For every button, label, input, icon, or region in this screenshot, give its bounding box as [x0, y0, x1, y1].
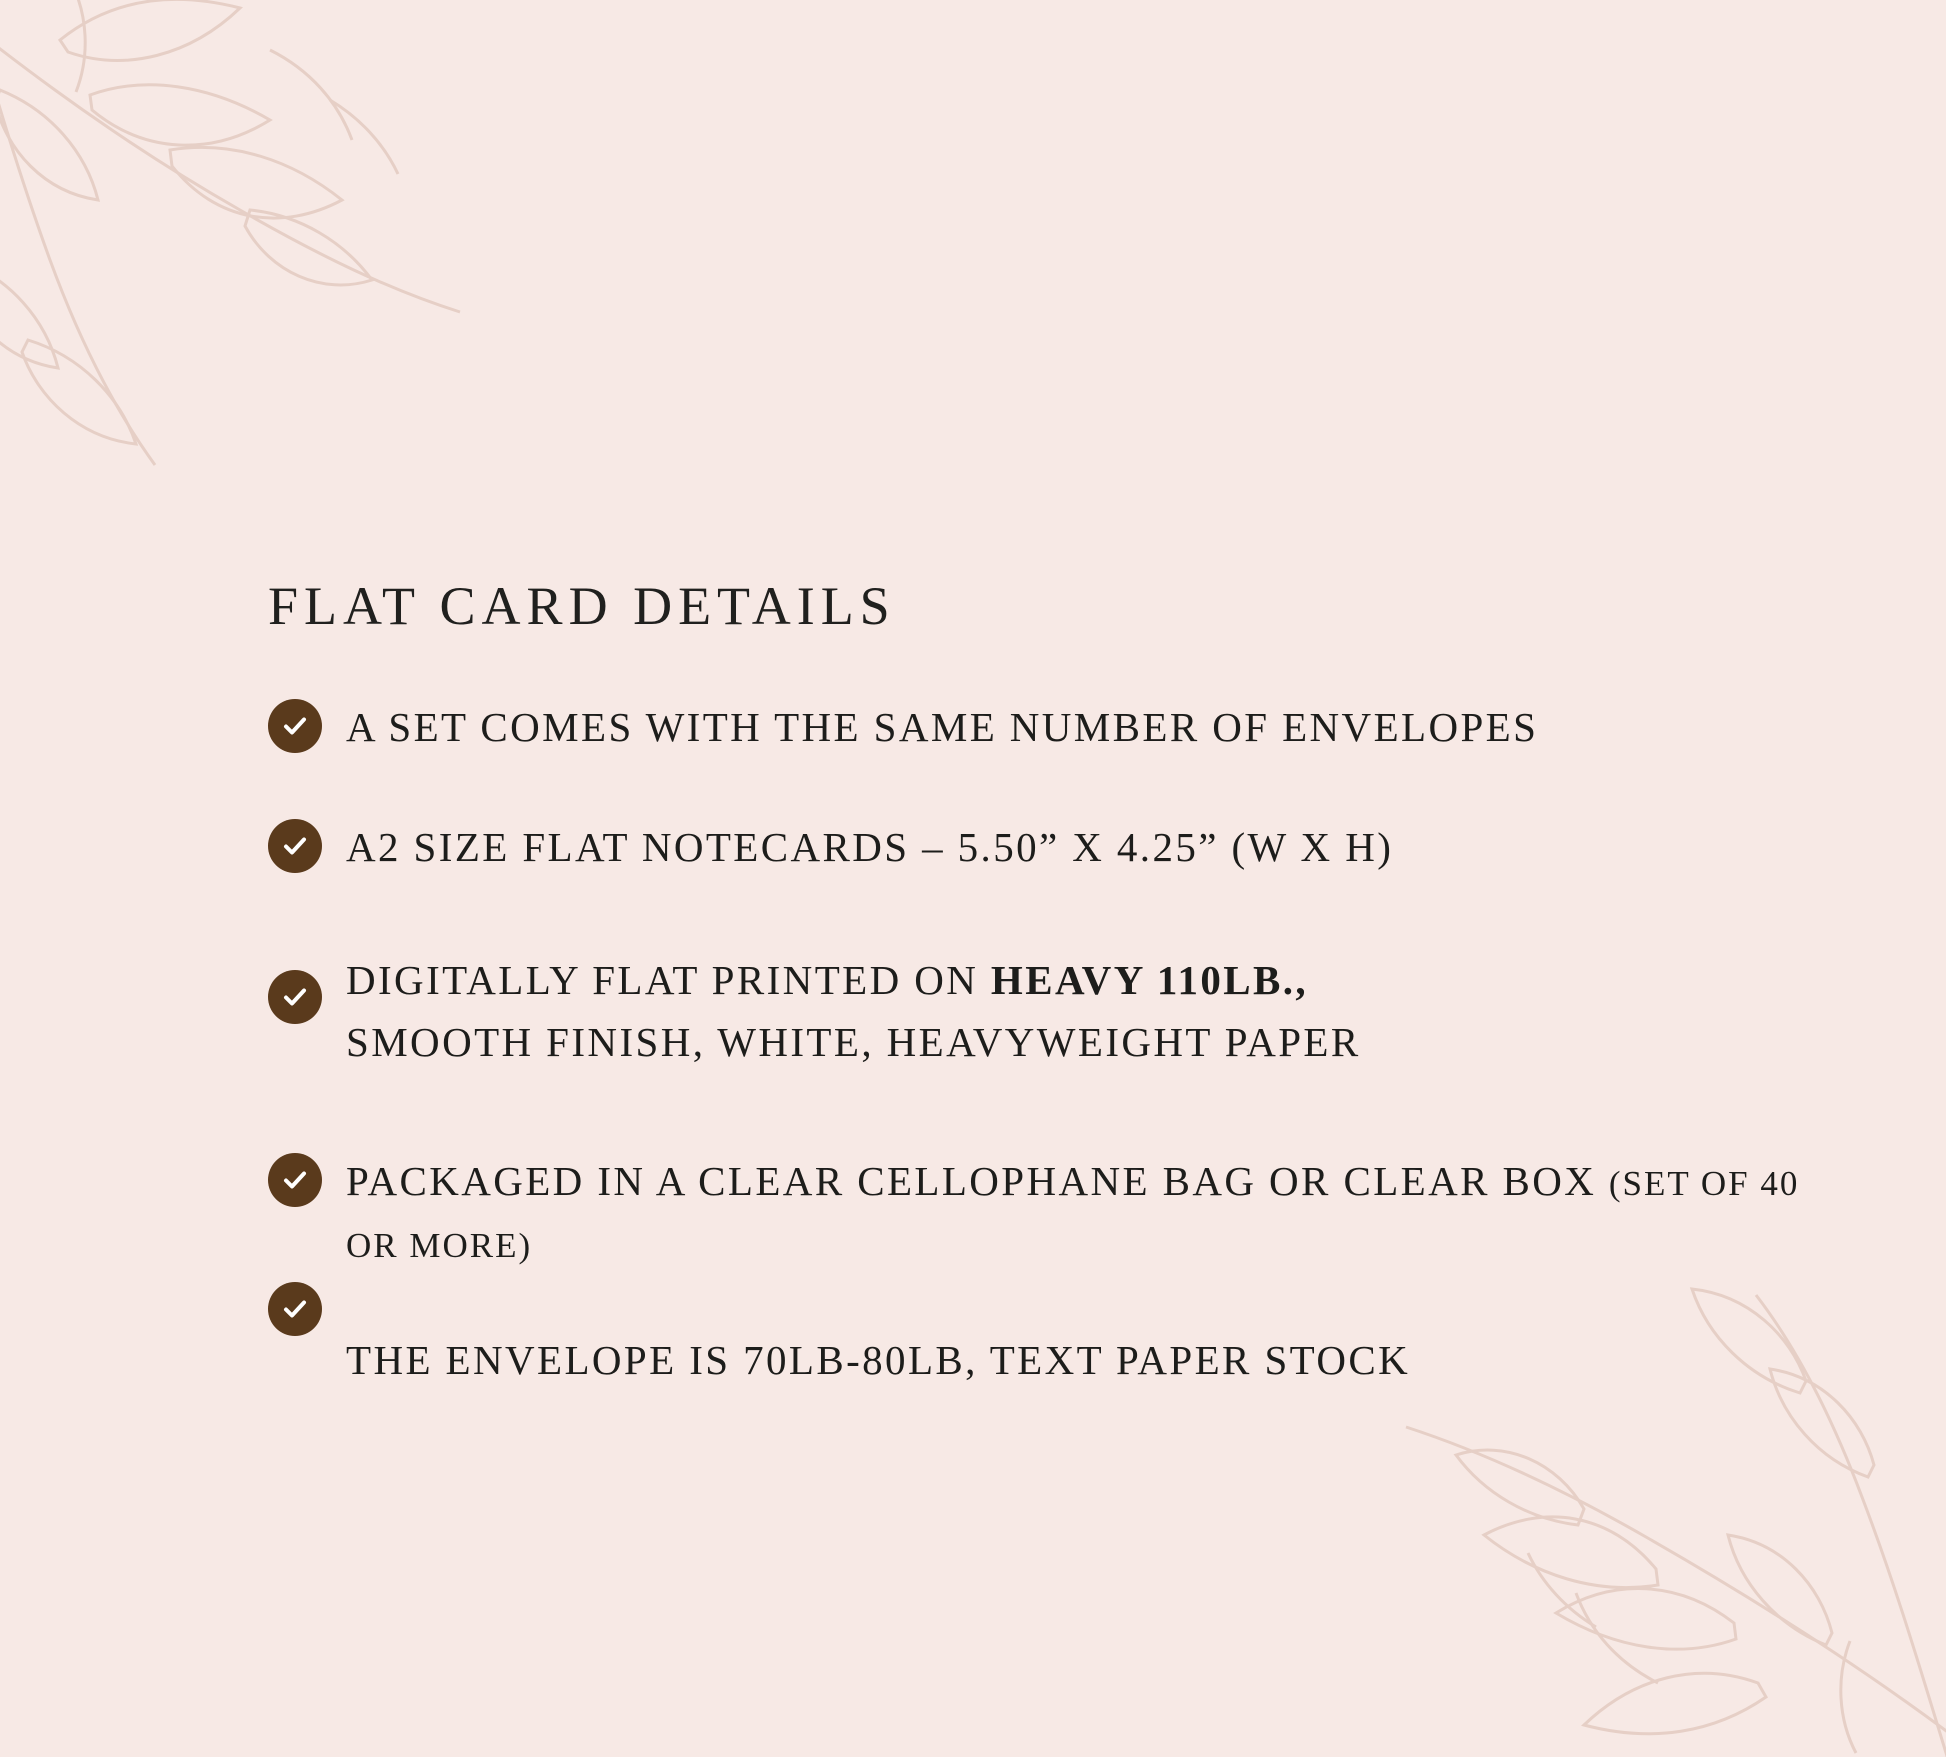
list-item	[268, 1286, 1828, 1392]
botanical-branch-top-left-icon	[0, 0, 580, 560]
list-item-label	[346, 948, 1361, 1073]
list-item	[268, 695, 1828, 759]
list-item-label: A2 SIZE FLAT NOTECARDS – 5.50” X 4.25” (W X H)	[346, 823, 1394, 870]
check-circle-icon	[268, 970, 322, 1024]
list-item	[268, 948, 1828, 1073]
list-item	[268, 1149, 1828, 1274]
list-item-lead: PACKAGED IN A CLEAR CELLOPHANE BAG OR CLEAR BOX	[346, 1158, 1609, 1204]
check-circle-icon	[268, 819, 322, 873]
details-list	[268, 695, 1828, 1392]
list-item-rest: SMOOTH FINISH, WHITE, HEAVYWEIGHT PAPER	[346, 1018, 1361, 1065]
list-item-note: (SET OF 40 OR MORE)	[346, 1164, 1800, 1265]
list-item-label: THE ENVELOPE IS 70LB-80LB, TEXT PAPER STOCK	[346, 1337, 1411, 1383]
details-content	[268, 575, 1828, 1444]
list-item-lead: DIGITALLY FLAT PRINTED ON	[346, 957, 991, 1003]
list-item	[268, 815, 1828, 879]
list-item-label	[346, 1149, 1828, 1274]
list-item-emphasis: HEAVY 110LB.,	[990, 957, 1309, 1003]
list-item-label: A SET COMES WITH THE SAME NUMBER OF ENVELOPES	[346, 704, 1539, 750]
check-circle-icon	[268, 699, 322, 753]
check-circle-icon	[268, 1282, 322, 1336]
check-circle-icon	[268, 1153, 322, 1207]
page-title: FLAT CARD DETAILS	[268, 576, 896, 636]
